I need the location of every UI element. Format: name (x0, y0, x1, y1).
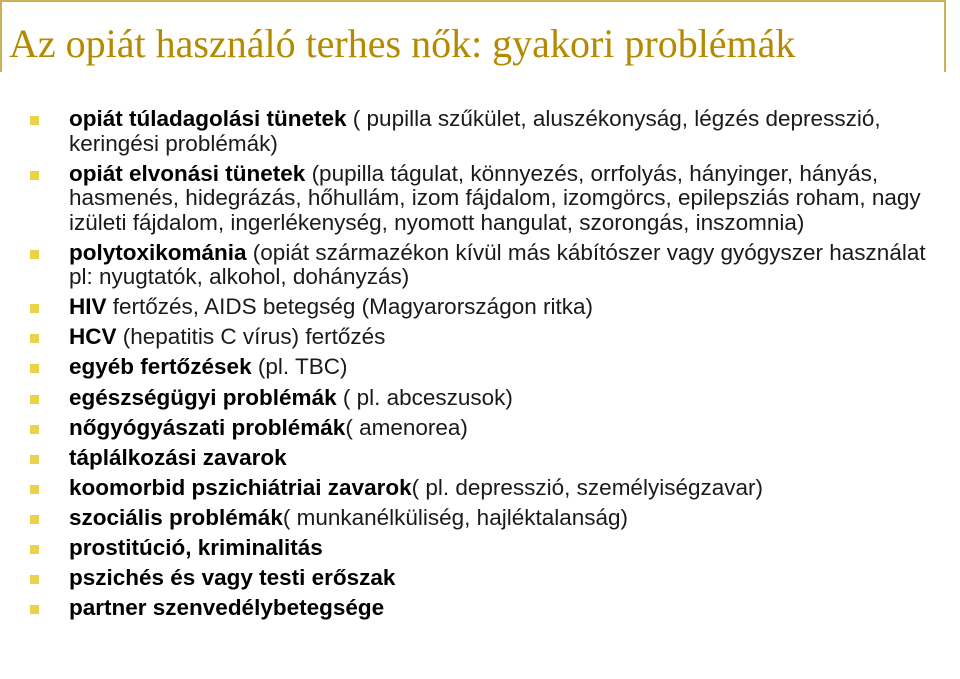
list-item (0, 355, 960, 380)
item-term: prostitúció, kriminalitás (69, 535, 323, 561)
square-bullet-icon (30, 304, 39, 313)
item-term: nőgyógyászati problémák (69, 414, 346, 440)
list-item (0, 107, 960, 156)
item-term: opiát túladagolási tünetek (69, 106, 347, 131)
slide-title: Az opiát használó terhes nők: gyakori problémák (9, 21, 796, 66)
item-description: ( amenorea) (345, 414, 468, 440)
list-item (0, 325, 960, 350)
item-term: táplálkozási zavarok (69, 444, 287, 470)
item-term: koomorbid pszichiátriai zavarok (69, 474, 412, 500)
list-item (0, 536, 960, 561)
item-description: fertőzés, AIDS betegség (Magyarországon ritka) (106, 294, 593, 320)
item-description: (hepatitis C vírus) fertőzés (116, 324, 386, 350)
item-description: ( pupilla szűkület, aluszékonyság, légzés depresszió, keringési problémák) (69, 106, 881, 156)
item-description: (pl. TBC) (251, 354, 348, 380)
item-term: HCV (69, 324, 117, 350)
item-description: ( pl. depresszió, személyiségzavar) (411, 474, 763, 500)
item-term: pszichés és vagy testi erőszak (69, 565, 396, 591)
square-bullet-icon (30, 575, 39, 584)
list-item (0, 386, 960, 411)
square-bullet-icon (30, 425, 39, 434)
square-bullet-icon (30, 395, 39, 404)
list-item (0, 162, 960, 236)
list-item (0, 476, 960, 501)
square-bullet-icon (30, 334, 39, 343)
square-bullet-icon (30, 605, 39, 614)
bullet-list (0, 107, 960, 626)
square-bullet-icon (30, 171, 39, 180)
square-bullet-icon (30, 116, 39, 125)
square-bullet-icon (30, 455, 39, 464)
square-bullet-icon (30, 515, 39, 524)
square-bullet-icon (30, 364, 39, 373)
item-term: opiát elvonási tünetek (69, 160, 306, 186)
item-description: ( pl. abceszusok) (336, 384, 513, 410)
list-item (0, 446, 960, 471)
item-term: partner szenvedélybetegsége (69, 595, 385, 621)
item-term: szociális problémák (69, 504, 283, 530)
item-term: egészségügyi problémák (69, 384, 337, 410)
square-bullet-icon (30, 545, 39, 554)
item-term: egyéb fertőzések (69, 354, 252, 380)
item-description: (pupilla tágulat, könnyezés, orrfolyás, hányinger, hányás, hasmenés, hidegrázás, hőhullám, izom fájdalom, izomgörcs, epilepsziás roham, nagy izületi fájdalom, ingerlékenység, nyomott hangulat, szorongás, inszomnia) (69, 160, 921, 235)
square-bullet-icon (30, 485, 39, 494)
list-item (0, 295, 960, 320)
item-term: polytoxikománia (69, 239, 247, 265)
item-term: HIV (69, 294, 107, 320)
list-item (0, 241, 960, 290)
list-item (0, 416, 960, 441)
list-item (0, 506, 960, 531)
list-item (0, 596, 960, 621)
square-bullet-icon (30, 250, 39, 259)
item-description: ( munkanélküliség, hajléktalanság) (282, 504, 629, 530)
list-item (0, 566, 960, 591)
item-description: (opiát származékon kívül más kábítószer vagy gyógyszer használat pl: nyugtatók, alkohol, dohányzás) (69, 239, 926, 290)
